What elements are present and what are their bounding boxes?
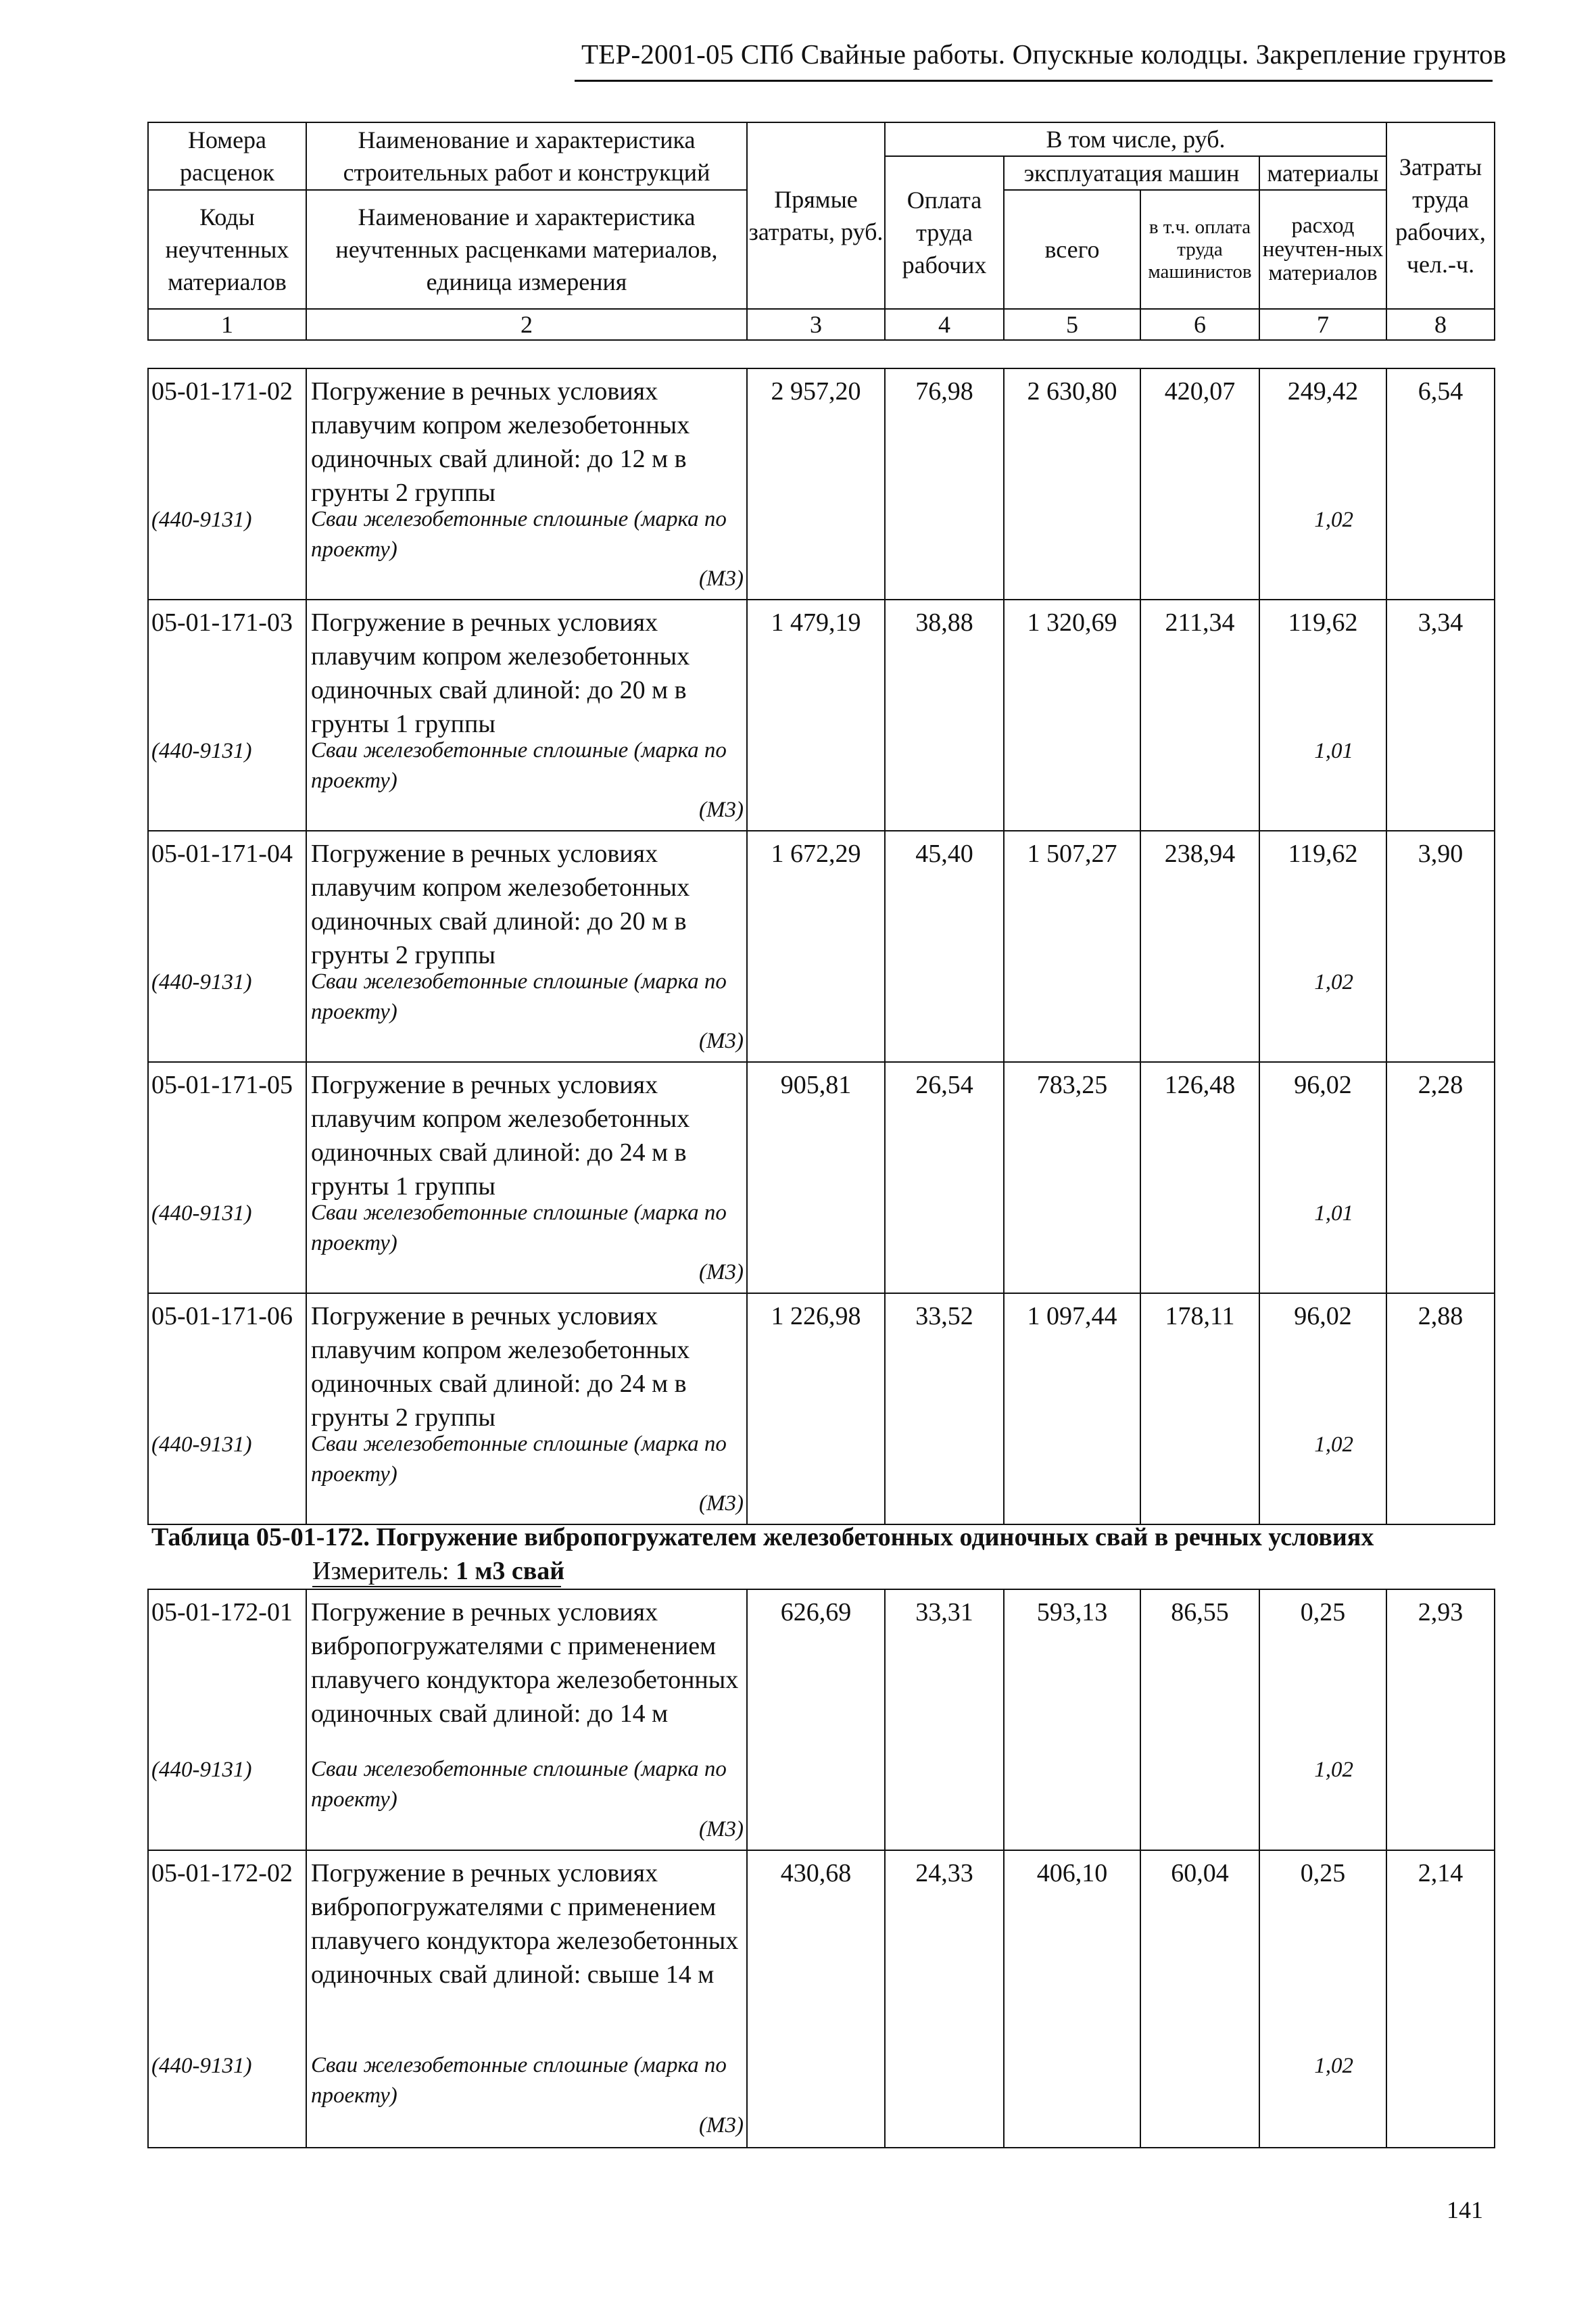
- material-code: (440-9131): [151, 508, 252, 532]
- rate-code: 05-01-172-02: [151, 1859, 293, 1887]
- machinists-pay-value: 126,48: [1164, 1071, 1236, 1099]
- rate-code: 05-01-171-03: [151, 608, 293, 637]
- materials-value: 249,42: [1287, 377, 1359, 406]
- rate-code: 05-01-171-06: [151, 1302, 293, 1330]
- labor-pay-value: 76,98: [915, 377, 973, 406]
- machinists-pay-value: 60,04: [1171, 1859, 1229, 1887]
- labor-pay-value: 33,52: [915, 1302, 973, 1330]
- work-description: Погружение в речных условиях плавучим копром железобетонных одиночных свай длиной: до 24 м в грунты 2 группы: [311, 1302, 690, 1432]
- direct-costs-value: 1 672,29: [771, 840, 861, 868]
- material-code: (440-9131): [151, 1432, 252, 1457]
- table-row: [148, 368, 1495, 600]
- rate-code: 05-01-172-01: [151, 1598, 293, 1626]
- material-quantity: 1,02: [1314, 970, 1353, 994]
- material-name: Сваи железобетонные сплошные (марка по проекту): [311, 507, 727, 562]
- col-number: 1: [148, 309, 306, 340]
- machines-total-value: 1 507,27: [1027, 840, 1117, 868]
- rates-table-172: [147, 1589, 1495, 2148]
- direct-costs-value: 1 479,19: [771, 608, 861, 637]
- machines-total-value: 783,25: [1036, 1071, 1108, 1099]
- table-row: [148, 1062, 1495, 1293]
- work-description: Погружение в речных условиях плавучим копром железобетонных одиночных свай длиной: до 12 м в грунты 2 группы: [311, 377, 690, 507]
- col-number: 3: [747, 309, 885, 340]
- machines-total-value: 2 630,80: [1027, 377, 1117, 406]
- labor-pay-value: 33,31: [915, 1598, 973, 1626]
- materials-value: 96,02: [1294, 1302, 1352, 1330]
- labor-pay-value: 26,54: [915, 1071, 973, 1099]
- direct-costs-value: 430,68: [780, 1859, 852, 1887]
- table-row: [148, 1293, 1495, 1524]
- material-unit: (М3): [699, 1817, 744, 1841]
- material-code: (440-9131): [151, 2054, 252, 2078]
- rate-code: 05-01-171-02: [151, 377, 293, 406]
- material-quantity: 1,02: [1314, 2054, 1353, 2078]
- labor-hours-value: 2,93: [1418, 1598, 1464, 1626]
- col-number: 8: [1386, 309, 1495, 340]
- material-name: Сваи железобетонные сплошные (марка по проекту): [311, 2053, 727, 2108]
- header-including-group: В том числе, руб.: [885, 122, 1386, 156]
- header-unaccounted-materials: расход неучтен-ных материалов: [1259, 190, 1386, 309]
- table-row: [148, 1850, 1495, 2148]
- labor-hours-value: 3,34: [1418, 608, 1464, 637]
- labor-pay-value: 24,33: [915, 1859, 973, 1887]
- work-description: Погружение в речных условиях вибропогружателями с применением плавучего кондуктора железобетонных одиночных свай длиной: свыше 14 м: [311, 1859, 739, 1989]
- labor-hours-value: 2,88: [1418, 1302, 1464, 1330]
- materials-value: 0,25: [1300, 1859, 1346, 1887]
- material-unit: (М3): [699, 1029, 744, 1053]
- labor-pay-value: 45,40: [915, 840, 973, 868]
- table-row: [148, 600, 1495, 831]
- material-code: (440-9131): [151, 970, 252, 994]
- material-unit: (М3): [699, 566, 744, 591]
- rate-code: 05-01-171-04: [151, 840, 293, 868]
- machinists-pay-value: 211,34: [1165, 608, 1235, 637]
- material-code: (440-9131): [151, 1201, 252, 1226]
- header-machine-operation: эксплуатация машин: [1004, 156, 1259, 190]
- materials-value: 96,02: [1294, 1071, 1352, 1099]
- material-name: Сваи железобетонные сплошные (марка по проекту): [311, 738, 727, 793]
- page-number: 141: [1447, 2196, 1483, 2223]
- machinists-pay-value: 238,94: [1164, 840, 1236, 868]
- col-number: 2: [306, 309, 747, 340]
- material-code: (440-9131): [151, 739, 252, 763]
- labor-hours-value: 6,54: [1418, 377, 1464, 406]
- direct-costs-value: 1 226,98: [771, 1302, 861, 1330]
- work-description: Погружение в речных условиях плавучим копром железобетонных одиночных свай длиной: до 24 м в грунты 1 группы: [311, 1071, 690, 1201]
- direct-costs-value: 905,81: [780, 1071, 852, 1099]
- running-header: ТЕР-2001-05 СПб Свайные работы. Опускные колодцы. Закрепление грунтов: [581, 39, 1507, 70]
- labor-hours-value: 3,90: [1418, 840, 1464, 868]
- machinists-pay-value: 86,55: [1171, 1598, 1229, 1626]
- header-rate-numbers: Номера расценок: [148, 122, 306, 190]
- unit-underline: [312, 1586, 561, 1587]
- direct-costs-value: 626,69: [780, 1598, 852, 1626]
- header-machines-total: всего: [1004, 190, 1140, 309]
- labor-hours-value: 2,28: [1418, 1071, 1464, 1099]
- materials-value: 119,62: [1288, 840, 1358, 868]
- material-name: Сваи железобетонные сплошные (марка по проекту): [311, 1757, 727, 1812]
- header-labor-pay: Оплата труда рабочих: [885, 156, 1004, 309]
- col-number: 7: [1259, 309, 1386, 340]
- table-title: Таблица 05-01-172. Погружение вибропогружателем железобетонных одиночных свай в речных условиях: [151, 1523, 1374, 1551]
- header-material-names: Наименование и характеристика неучтенных расценками материалов, единица измерения: [306, 190, 747, 309]
- header-machinists-pay: в т.ч. оплата труда машинистов: [1140, 190, 1259, 309]
- measurement-unit-label: Измеритель:: [312, 1557, 450, 1585]
- materials-value: 119,62: [1288, 608, 1358, 637]
- material-name: Сваи железобетонные сплошные (марка по проекту): [311, 1432, 727, 1487]
- machinists-pay-value: 420,07: [1164, 377, 1236, 406]
- header-labor-hours: Затраты труда рабочих, чел.-ч.: [1386, 122, 1495, 309]
- header-work-name: Наименование и характеристика строительных работ и конструкций: [306, 122, 747, 190]
- col-number: 6: [1140, 309, 1259, 340]
- header-materials: материалы: [1259, 156, 1386, 190]
- material-unit: (М3): [699, 798, 744, 822]
- material-quantity: 1,02: [1314, 1758, 1353, 1782]
- materials-value: 0,25: [1300, 1598, 1346, 1626]
- material-unit: (М3): [699, 1260, 744, 1284]
- header-rule: [575, 80, 1493, 82]
- rate-code: 05-01-171-05: [151, 1071, 293, 1099]
- column-header-table: [147, 122, 1495, 341]
- measurement-unit-value: 1 м3 свай: [456, 1557, 565, 1585]
- col-number: 4: [885, 309, 1004, 340]
- machinists-pay-value: 178,11: [1165, 1302, 1235, 1330]
- measurement-unit: [312, 1556, 564, 1586]
- direct-costs-value: 2 957,20: [771, 377, 861, 406]
- rates-table-171: [147, 368, 1495, 1525]
- table-row: [148, 1589, 1495, 1850]
- material-quantity: 1,02: [1314, 508, 1353, 532]
- material-code: (440-9131): [151, 1758, 252, 1782]
- labor-pay-value: 38,88: [915, 608, 973, 637]
- machines-total-value: 406,10: [1036, 1859, 1108, 1887]
- header-material-codes: Коды неучтенных материалов: [148, 190, 306, 309]
- material-quantity: 1,01: [1314, 739, 1353, 763]
- work-description: Погружение в речных условиях плавучим копром железобетонных одиночных свай длиной: до 20 м в грунты 2 группы: [311, 840, 690, 969]
- work-description: Погружение в речных условиях плавучим копром железобетонных одиночных свай длиной: до 20 м в грунты 1 группы: [311, 608, 690, 738]
- material-unit: (М3): [699, 2113, 744, 2138]
- machines-total-value: 593,13: [1036, 1598, 1108, 1626]
- material-name: Сваи железобетонные сплошные (марка по проекту): [311, 1201, 727, 1255]
- header-direct-costs: Прямые затраты, руб.: [747, 122, 885, 309]
- machines-total-value: 1 097,44: [1027, 1302, 1117, 1330]
- work-description: Погружение в речных условиях вибропогружателями с применением плавучего кондуктора железобетонных одиночных свай длиной: до 14 м: [311, 1598, 739, 1728]
- machines-total-value: 1 320,69: [1027, 608, 1117, 637]
- labor-hours-value: 2,14: [1418, 1859, 1464, 1887]
- material-quantity: 1,01: [1314, 1201, 1353, 1226]
- material-unit: (М3): [699, 1491, 744, 1516]
- material-quantity: 1,02: [1314, 1432, 1353, 1457]
- col-number: 5: [1004, 309, 1140, 340]
- material-name: Сваи железобетонные сплошные (марка по проекту): [311, 969, 727, 1024]
- table-row: [148, 831, 1495, 1062]
